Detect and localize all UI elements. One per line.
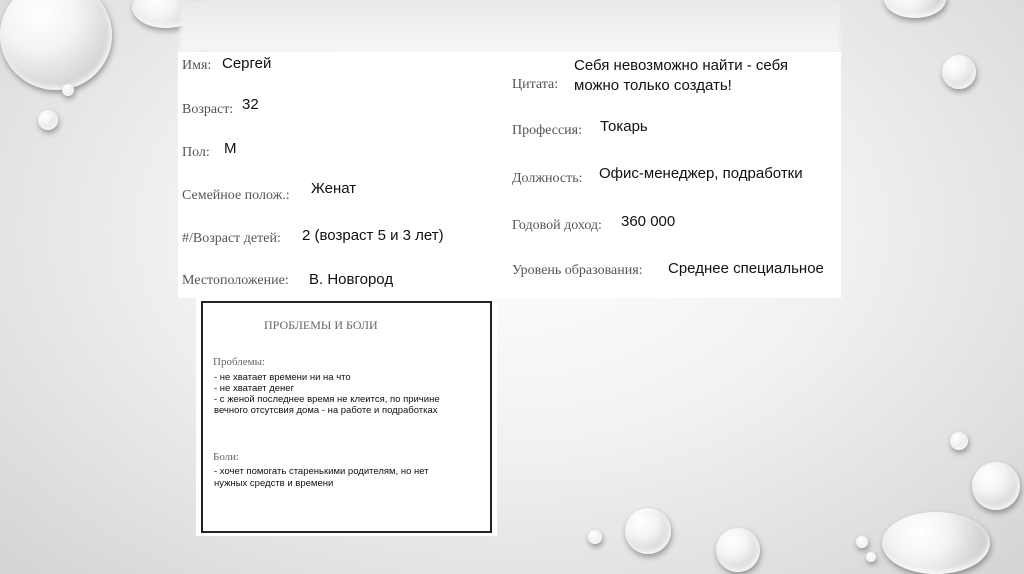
education-label: Уровень образования: bbox=[512, 263, 643, 278]
pains-heading: Боли: bbox=[213, 451, 240, 463]
age-value: 32 bbox=[242, 96, 259, 113]
water-drop-decoration bbox=[0, 0, 112, 90]
profession-value: Токарь bbox=[600, 118, 648, 135]
problems-and-pains-frame bbox=[201, 301, 492, 533]
pain-item: нужных средств и времени bbox=[214, 478, 334, 489]
water-drop-decoration bbox=[866, 552, 876, 562]
education-value: Среднее специальное bbox=[668, 260, 824, 277]
water-drop-decoration bbox=[856, 536, 868, 548]
water-drop-decoration bbox=[588, 530, 602, 544]
pain-item: - хочет помогать старенькими родителям, но нет bbox=[214, 466, 429, 477]
name-label: Имя: bbox=[182, 58, 212, 73]
profession-label: Профессия: bbox=[512, 123, 582, 138]
water-drop-decoration bbox=[625, 508, 671, 554]
marital-status-value: Женат bbox=[311, 180, 357, 197]
water-drop-decoration bbox=[942, 55, 976, 89]
water-drop-decoration bbox=[38, 110, 58, 130]
water-drop-decoration bbox=[884, 0, 946, 18]
age-label: Возраст: bbox=[182, 102, 234, 117]
problem-item: - не хватает времени ни на что bbox=[214, 372, 351, 383]
problem-item: - с женой последнее время не клеится, по причине bbox=[214, 394, 440, 405]
water-drop-decoration bbox=[62, 84, 74, 96]
profile-card bbox=[178, 52, 841, 298]
position-label: Должность: bbox=[512, 171, 583, 186]
water-drop-decoration bbox=[972, 462, 1020, 510]
marital-status-label: Семейное полож.: bbox=[182, 188, 290, 203]
location-label: Местоположение: bbox=[182, 273, 289, 288]
pains-title: ПРОБЛЕМЫ И БОЛИ bbox=[264, 318, 378, 332]
quote-line-2: можно только создать! bbox=[574, 77, 732, 94]
location-value: В. Новгород bbox=[309, 271, 394, 288]
water-drop-decoration bbox=[882, 512, 990, 574]
water-drop-decoration bbox=[950, 432, 968, 450]
name-value: Сергей bbox=[222, 55, 272, 72]
gender-value: М bbox=[224, 140, 237, 157]
problem-item: вечного отсутсвия дома - на работе и подработках bbox=[214, 405, 438, 416]
children-label: #/Возраст детей: bbox=[182, 231, 281, 246]
water-drop-decoration bbox=[716, 528, 760, 572]
blurred-header-strip bbox=[180, 0, 840, 52]
income-value: 360 000 bbox=[621, 213, 676, 230]
quote-label: Цитата: bbox=[512, 77, 559, 92]
position-value: Офис-менеджер, подработки bbox=[599, 165, 803, 182]
quote-line-1: Себя невозможно найти - себя bbox=[574, 57, 788, 74]
children-value: 2 (возраст 5 и 3 лет) bbox=[302, 227, 444, 244]
gender-label: Пол: bbox=[182, 145, 210, 160]
income-label: Годовой доход: bbox=[512, 218, 602, 233]
problems-and-pains-card bbox=[196, 298, 497, 536]
problem-item: - не хватает денег bbox=[214, 383, 295, 394]
problems-heading: Проблемы: bbox=[213, 356, 266, 368]
